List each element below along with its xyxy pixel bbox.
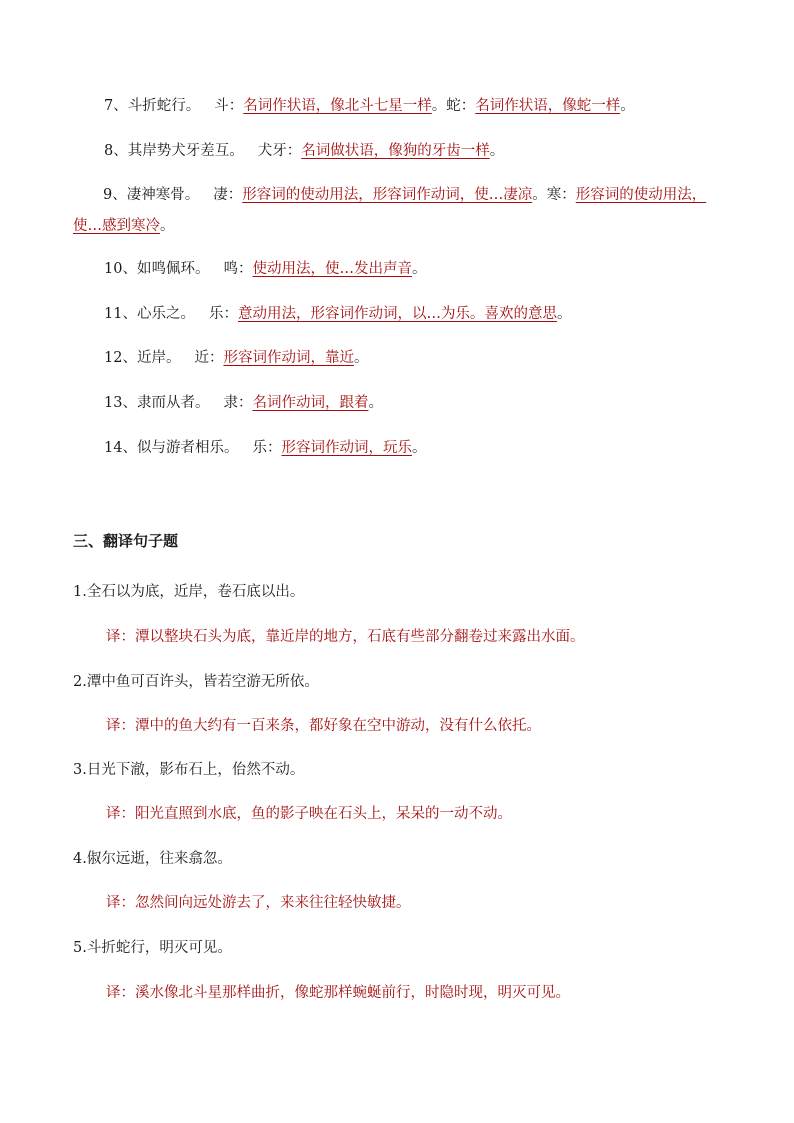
note-11 [104,304,571,324]
gloss-explanation: 名词作状语，像北斗七星一样 [243,98,432,114]
translation-question: 5.斗折蛇行，明灭可见。 [73,940,232,956]
gloss-end: 。 [620,98,635,114]
note-sentence: 心乐之。 [136,306,195,322]
gloss-word: 乐： [208,306,238,322]
note-7 [104,96,635,116]
note-sentence: 隶而从者。 [136,395,210,411]
note-sentence: 似与游者相乐。 [136,440,239,456]
note-10 [104,259,426,279]
translation-answer: 译：阳光直照到水底，鱼的影子映在石头上，呆呆的一动不动。 [106,806,512,822]
gloss-end: 。 [431,98,447,114]
gloss-word: 蛇： [446,98,476,114]
gloss-end: 。 [411,440,427,456]
gloss-explanation: 使动用法，使…发出声音 [252,261,412,277]
gloss-word: 隶： [223,395,253,411]
gloss-end: 。 [160,218,175,234]
note-number: 14、 [104,440,137,456]
gloss-end: 。 [411,261,427,277]
note-sentence: 斗折蛇行。 [127,98,201,114]
note-number: 13、 [104,395,137,411]
note-number: 8、 [104,143,128,159]
gloss-explanation: 形容词作动词，靠近 [223,350,354,366]
gloss-word: 凄： [213,187,243,203]
note-8 [104,141,504,161]
gloss-end: 。 [489,143,505,159]
note-number: 7、 [104,98,128,114]
section-heading: 三、翻译句子题 [73,532,179,550]
gloss-word: 鸣： [223,261,253,277]
note-13 [104,393,383,413]
translation-question: 4.俶尔远逝，往来翕忽。 [73,851,232,867]
note-sentence: 如鸣佩环。 [136,261,210,277]
gloss-end: 。 [368,395,383,411]
gloss-end: 。 [532,187,547,203]
gloss-explanation: 名词作动词，跟着 [252,395,369,411]
note-14 [104,438,426,458]
note-sentence: 凄神寒骨。 [126,187,200,203]
gloss-word: 乐： [252,440,282,456]
translation-answer: 译：溪水像北斗星那样曲折，像蛇那样蜿蜒前行，时隐时现，明灭可见。 [106,985,570,1001]
gloss-explanation-continued: 用法，使…感到寒冷 [73,187,707,234]
gloss-explanation: 形容词的使动 [575,187,663,203]
gloss-word: 寒： [546,187,576,203]
translation-question: 2.潭中鱼可百许头，皆若空游无所依。 [73,674,319,690]
note-number: 10、 [104,261,137,277]
gloss-explanation: 名词做状语，像狗的牙齿一样 [301,143,490,159]
note-number: 11、 [104,306,137,322]
note-number: 12、 [104,350,137,366]
translation-question: 1.全石以为底，近岸，卷石底以出。 [73,584,305,600]
gloss-explanation: 形容词的使动用法，形容词作动词，使…凄凉 [242,187,533,203]
gloss-end: 。 [556,306,572,322]
gloss-word: 近： [194,350,224,366]
note-12 [104,348,368,368]
gloss-end: 。 [353,350,369,366]
note-9 [73,180,721,242]
gloss-explanation: 意动用法，形容词作动词，以…为乐。喜欢的意思 [237,306,557,322]
note-sentence: 近岸。 [136,350,181,366]
gloss-word: 斗： [214,98,244,114]
translation-answer: 译：潭中的鱼大约有一百来条，都好象在空中游动，没有什么依托。 [106,718,541,734]
translation-question: 3.日光下澈，影布石上，佁然不动。 [73,762,305,778]
gloss-explanation: 名词作状语，像蛇一样 [475,98,621,114]
note-number: 9、 [103,187,127,203]
gloss-explanation: 形容词作动词，玩乐 [281,440,412,456]
gloss-word: 犬牙： [257,143,302,159]
note-sentence: 其岸势犬牙差互。 [127,143,244,159]
translation-answer: 译：忽然间向远处游去了，来来往往轻快敏捷。 [106,895,411,911]
translation-answer: 译：潭以整块石头为底，靠近岸的地方，石底有些部分翻卷过来露出水面。 [106,629,585,645]
